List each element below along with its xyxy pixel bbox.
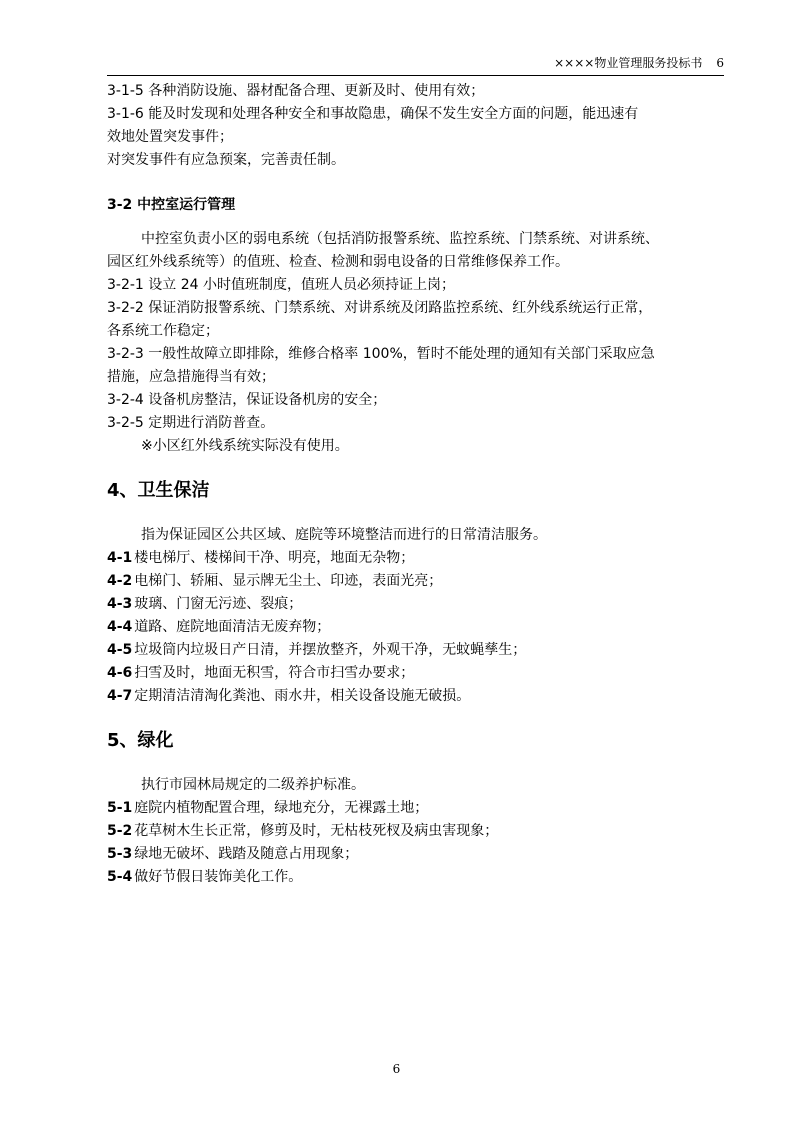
item-number: 4-2 xyxy=(107,573,133,589)
list-item xyxy=(107,639,727,662)
list-item xyxy=(107,866,727,889)
header-title: ××××物业管理服务投标书 xyxy=(554,56,703,70)
item-text: 玻璃、门窗无污迹、裂痕； xyxy=(134,596,303,612)
page-footer-number: 6 xyxy=(392,1062,401,1076)
section-3-2-paragraph: 中控室负责小区的弱电系统（包括消防报警系统、监控系统、门禁系统、对讲系统、 xyxy=(141,231,659,247)
list-item xyxy=(107,547,727,570)
item-text: 扫雪及时，地面无积雪，符合市扫雪办要求； xyxy=(134,665,415,681)
text-line: 3-1-6 能及时发现和处理各种安全和事故隐患，确保不发生安全方面的问题，能迅速有 xyxy=(107,106,639,122)
item-text: 定期清洁清淘化粪池、雨水井，相关设备设施无破损。 xyxy=(134,688,471,704)
list-item xyxy=(107,843,727,866)
list-item xyxy=(107,685,727,708)
section-3-2-item: 3-2-1 设立 24 小时值班制度，值班人员必须持证上岗； xyxy=(107,277,455,293)
section-3-2-item: 各系统工作稳定； xyxy=(107,323,219,339)
item-number: 4-1 xyxy=(107,550,133,566)
item-number: 5-3 xyxy=(107,846,133,862)
text-line: 3-1-5 各种消防设施、器材配备合理、更新及时、使用有效； xyxy=(107,83,485,99)
item-text: 绿地无破坏、践踏及随意占用现象； xyxy=(134,846,359,862)
section-3-2-item: 3-2-3 一般性故障立即排除，维修合格率 100%，暂时不能处理的通知有关部门采取应急 xyxy=(107,346,655,362)
section-3-2-item: 3-2-4 设备机房整洁，保证设备机房的安全； xyxy=(107,392,387,408)
document-body xyxy=(107,80,727,889)
item-number: 4-7 xyxy=(107,688,133,704)
item-number: 5-2 xyxy=(107,823,133,839)
section-5-heading: 5、绿化 xyxy=(107,730,174,751)
section-3-2-item: 措施，应急措施得当有效； xyxy=(107,369,275,385)
item-number: 4-3 xyxy=(107,596,133,612)
page-header xyxy=(107,56,724,70)
item-text: 垃圾筒内垃圾日产日清，并摆放整齐，外观干净，无蚊蝇孳生； xyxy=(134,642,527,658)
item-text: 电梯门、轿厢、显示牌无尘土、印迹，表面光亮； xyxy=(134,573,443,589)
item-number: 4-6 xyxy=(107,665,133,681)
list-item xyxy=(107,616,727,639)
header-divider xyxy=(107,75,724,76)
item-number: 4-4 xyxy=(107,619,133,635)
item-number: 5-4 xyxy=(107,869,133,885)
header-page-number: 6 xyxy=(716,56,724,70)
list-item xyxy=(107,797,727,820)
item-text: 做好节假日装饰美化工作。 xyxy=(134,869,303,885)
item-number: 4-5 xyxy=(107,642,133,658)
section-5-intro: 执行市园林局规定的二级养护标准。 xyxy=(141,777,365,793)
item-text: 道路、庭院地面清洁无废弃物； xyxy=(134,619,331,635)
item-text: 楼电梯厅、楼梯间干净、明亮，地面无杂物； xyxy=(134,550,415,566)
item-text: 庭院内植物配置合理，绿地充分，无裸露土地； xyxy=(134,800,429,816)
section-3-2-note: ※小区红外线系统实际没有使用。 xyxy=(141,438,349,454)
section-4-heading: 4、卫生保洁 xyxy=(107,480,210,501)
text-line: 效地处置突发事件； xyxy=(107,129,233,145)
text-line: 对突发事件有应急预案，完善责任制。 xyxy=(107,152,345,168)
section-3-2-item: 3-2-5 定期进行消防普查。 xyxy=(107,415,275,431)
section-3-2-item: 3-2-2 保证消防报警系统、门禁系统、对讲系统及闭路监控系统、红外线系统运行正常， xyxy=(107,300,653,316)
section-3-2-heading: 3-2 中控室运行管理 xyxy=(107,197,236,213)
list-item xyxy=(107,820,727,843)
list-item xyxy=(107,593,727,616)
section-3-2-paragraph: 园区红外线系统等）的值班、检查、检测和弱电设备的日常维修保养工作。 xyxy=(107,254,569,270)
item-number: 5-1 xyxy=(107,800,133,816)
item-text: 花草树木生长正常，修剪及时，无枯枝死杈及病虫害现象； xyxy=(134,823,499,839)
list-item xyxy=(107,570,727,593)
section-4-intro: 指为保证园区公共区域、庭院等环境整洁而进行的日常清洁服务。 xyxy=(141,527,547,543)
list-item xyxy=(107,662,727,685)
